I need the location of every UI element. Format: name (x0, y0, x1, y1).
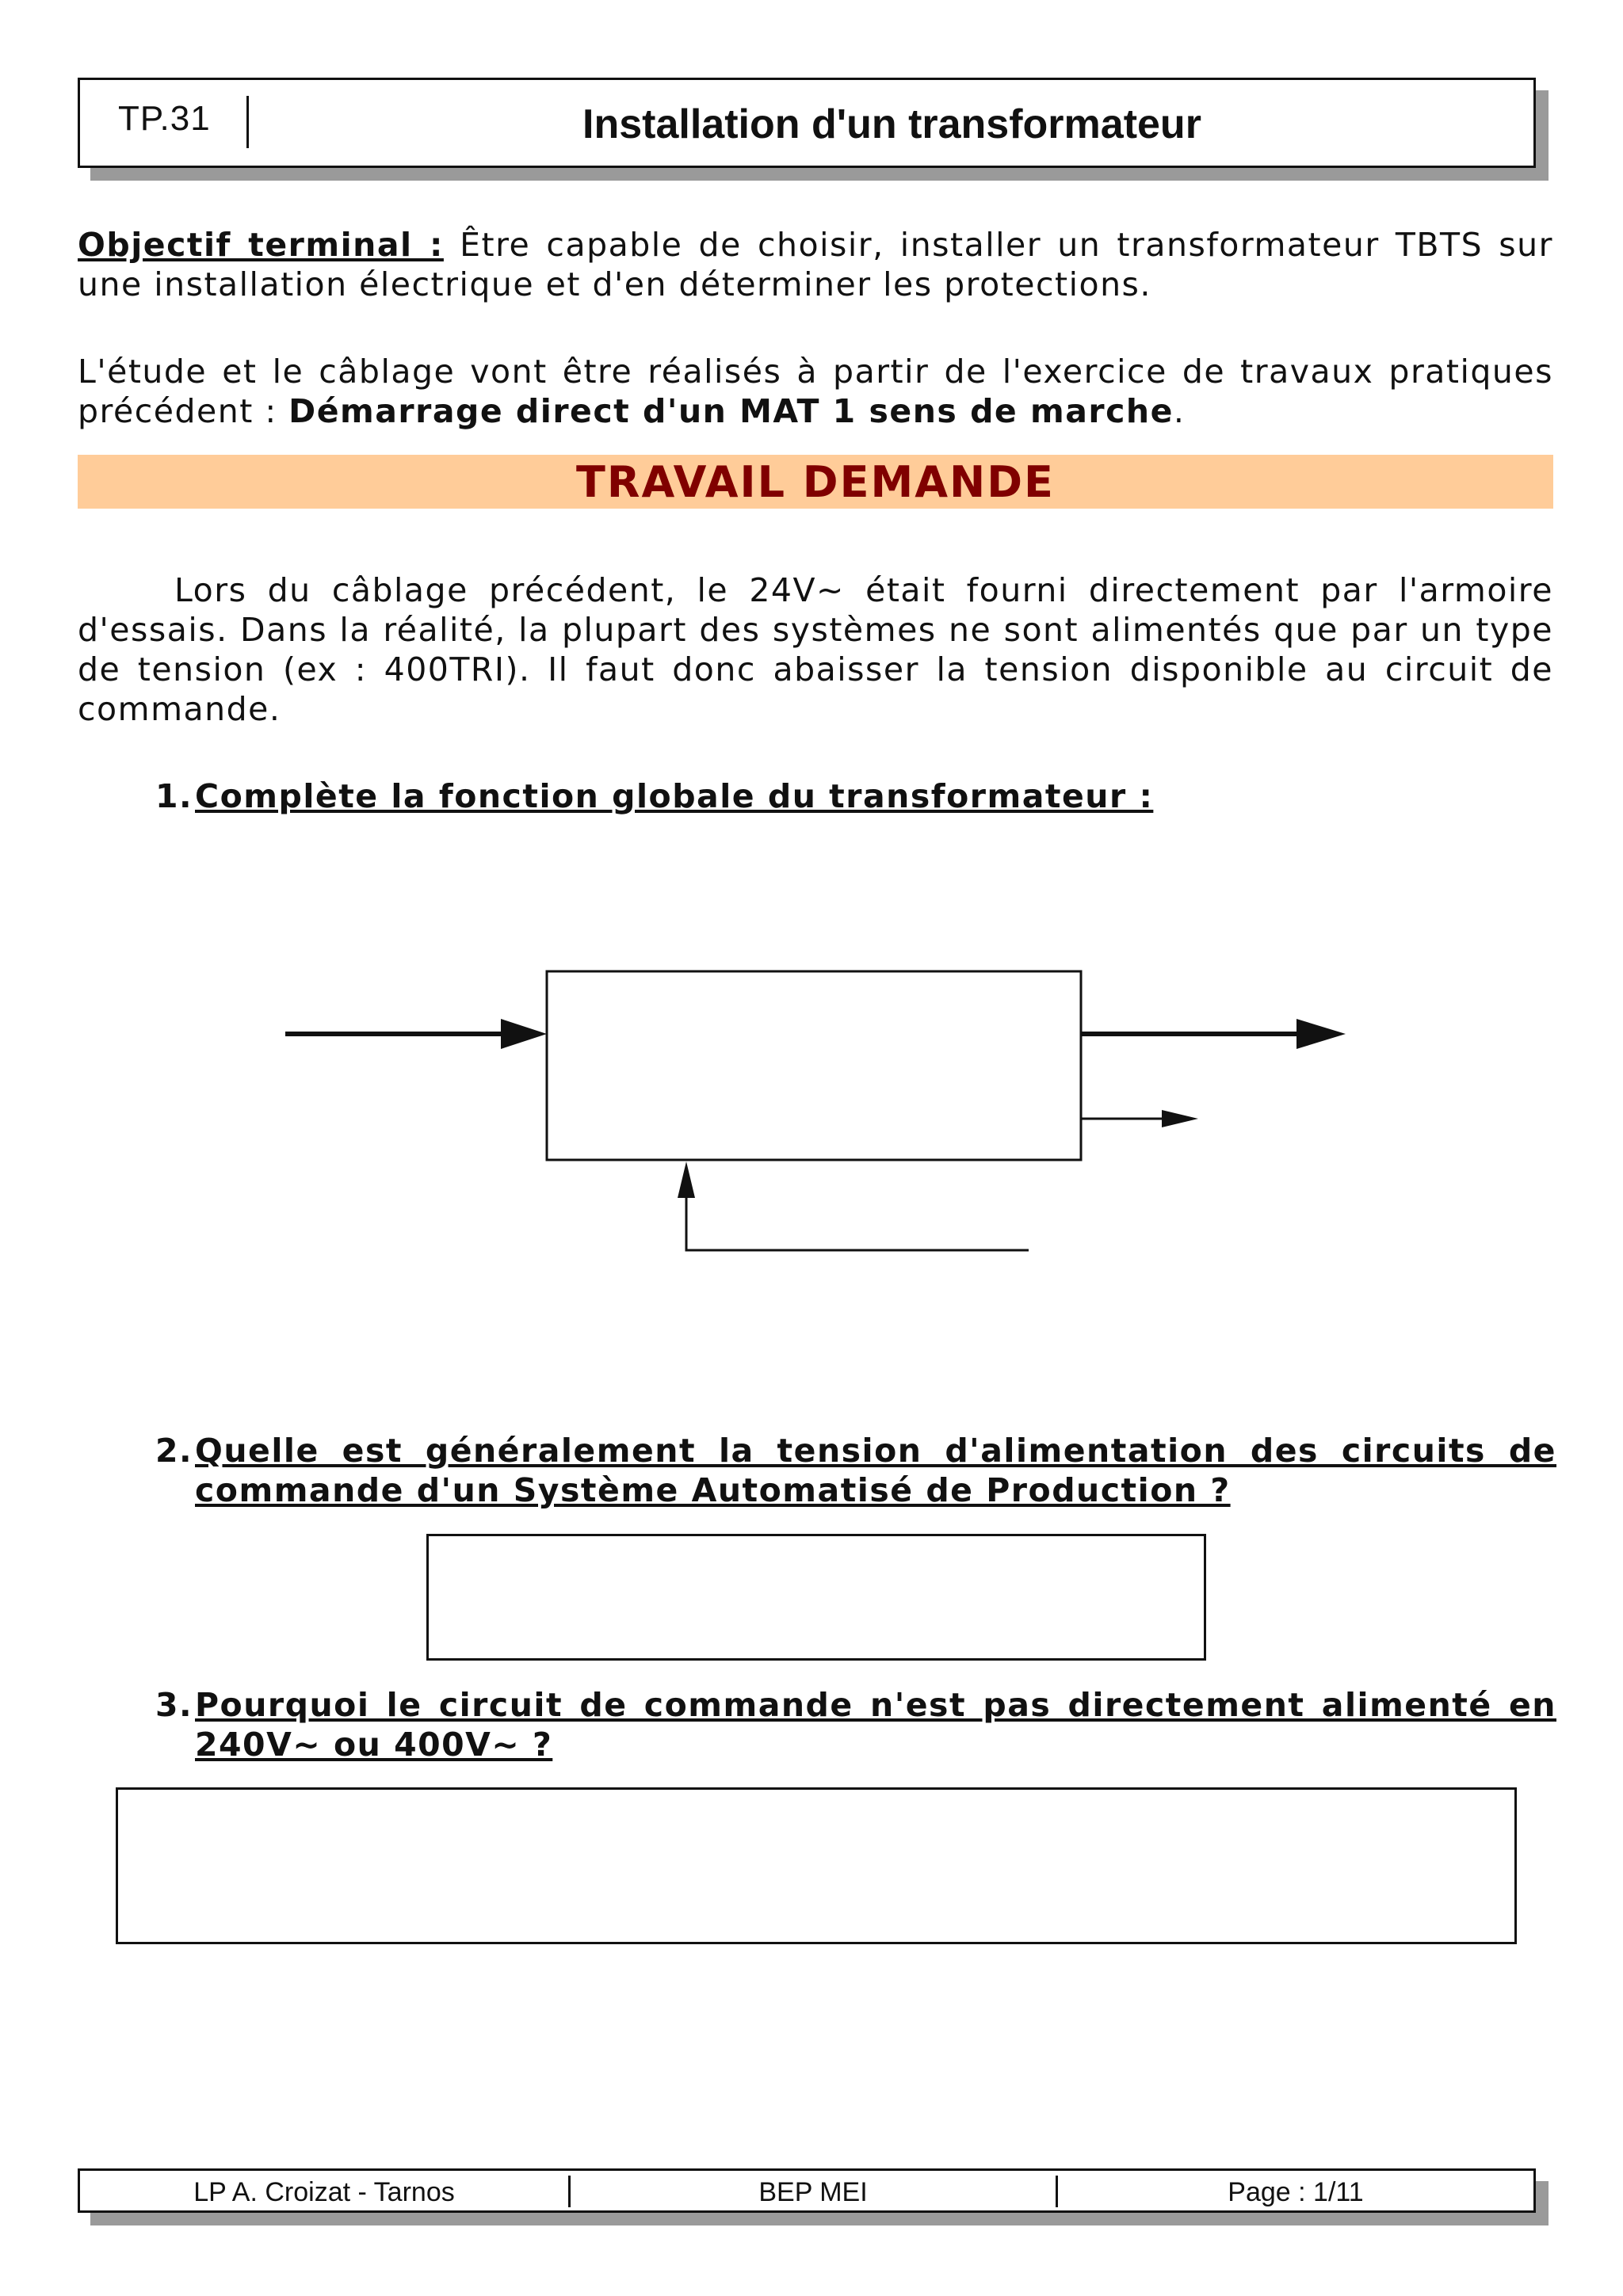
answer-box-2[interactable] (426, 1534, 1206, 1661)
question-2 (155, 1431, 1556, 1510)
question-1-text: Complète la fonction globale du transformateur : (195, 777, 1154, 815)
question-1-number: 1. (155, 777, 193, 815)
footer-frame (78, 2168, 1536, 2213)
page-title: Installation d'un transformateur (582, 101, 1201, 147)
footer-course: BEP MEI (758, 2177, 868, 2207)
objective-label: Objectif terminal : (78, 226, 444, 264)
question-3-text: Pourquoi le circuit de commande n'est pas directement alimenté en 240V~ ou 400V~ ? (195, 1686, 1556, 1764)
question-2-number: 2. (155, 1432, 193, 1470)
answer-box-3[interactable] (116, 1787, 1517, 1944)
footer-page: Page : 1/11 (1228, 2177, 1364, 2207)
question-3 (155, 1685, 1556, 1764)
input-arrowhead (501, 1019, 547, 1049)
intro-text: L'étude et le câblage vont être réalisés à partir de l'exercice de travaux pratiques précédent : (78, 353, 1553, 430)
output-arrowhead (1296, 1019, 1346, 1049)
objective-text: Être capable de choisir, installer un transformateur TBTS sur une installation électrique et d'en déterminer les protections. (78, 226, 1553, 303)
footer-school: LP A. Croizat - Tarnos (193, 2177, 455, 2207)
loss-arrowhead (1162, 1110, 1198, 1127)
question-3-number: 3. (155, 1686, 193, 1724)
context-paragraph: Lors du câblage précédent, le 24V~ était fourni directement par l'armoire d'essais. Dans la réalité, la plupart des systèmes ne sont alimentés que par un type de tension (ex : 400TRI). Il faut donc abaisser la tension disponible au circuit de commande. (78, 571, 1553, 728)
intro-end: . (1173, 392, 1186, 430)
question-2-text: Quelle est généralement la tension d'alimentation des circuits de commande d'un Système Automatisé de Production ? (195, 1432, 1556, 1509)
energy-input-arrowhead (678, 1161, 695, 1198)
intro-bold: Démarrage direct d'un MAT 1 sens de marche (288, 392, 1174, 430)
energy-input-line (686, 1196, 1029, 1250)
section-banner: TRAVAIL DEMANDE (78, 455, 1553, 509)
function-box (547, 971, 1081, 1160)
document-code: TP.31 (118, 99, 211, 138)
